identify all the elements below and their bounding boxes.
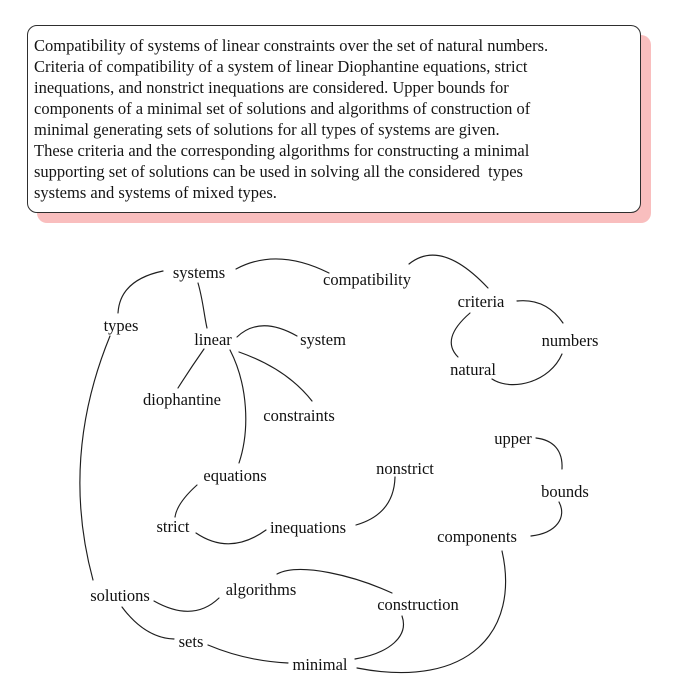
abstract-box <box>27 25 641 213</box>
node-components: components <box>437 527 517 546</box>
node-bounds: bounds <box>541 482 589 501</box>
node-inequations: inequations <box>269 518 347 537</box>
node-system: system <box>300 330 346 349</box>
edge-solutions-algorithms <box>154 598 219 611</box>
node-strict: strict <box>156 517 190 536</box>
edge-linear-diophantine <box>178 349 204 388</box>
edge-criteria-numbers <box>517 301 563 323</box>
abstract-line: inequations, and nonstrict inequations are considered. Upper bounds for <box>34 78 509 97</box>
node-systems: systems <box>172 263 226 282</box>
node-constraints: constraints <box>263 406 335 425</box>
abstract-line: Compatibility of systems of linear constraints over the set of natural numbers. <box>34 36 549 55</box>
edge-systems-compatibility <box>236 259 329 273</box>
edge-criteria-natural <box>451 313 470 357</box>
node-natural: natural <box>450 360 496 379</box>
edge-compatibility-criteria <box>409 255 488 288</box>
abstract-line: These criteria and the corresponding algorithms for constructing a minimal <box>34 141 530 160</box>
edge-solutions-sets <box>122 607 174 639</box>
abstract-line: systems and systems of mixed types. <box>34 183 277 202</box>
edge-construction-minimal <box>355 616 403 659</box>
node-nonstrict: nonstrict <box>376 459 434 478</box>
node-solutions: solutions <box>90 586 150 605</box>
node-numbers: numbers <box>541 331 599 350</box>
abstract-line: Criteria of compatibility of a system of linear Diophantine equations, strict <box>34 57 528 76</box>
node-linear: linear <box>194 330 232 349</box>
node-compatibility: compatibility <box>323 270 411 289</box>
node-upper: upper <box>494 429 532 448</box>
edge-bounds-components <box>531 502 562 536</box>
abstract-line: minimal generating sets of solutions for all types of systems are given. <box>34 120 500 139</box>
edge-linear-constraints <box>239 352 312 401</box>
node-sets: sets <box>178 632 204 651</box>
edge-equations-strict <box>175 485 197 517</box>
abstract-text <box>28 26 640 203</box>
node-types: types <box>103 316 139 335</box>
node-diophantine: diophantine <box>143 390 221 409</box>
edge-sets-minimal <box>208 645 288 663</box>
edge-linear-equations <box>230 350 246 463</box>
edge-nonstrict-inequations <box>356 477 395 525</box>
edge-upper-bounds <box>536 438 562 469</box>
node-minimal: minimal <box>292 655 348 674</box>
edge-natural-numbers <box>492 354 562 385</box>
node-equations: equations <box>203 466 267 485</box>
node-algorithms: algorithms <box>225 580 297 599</box>
abstract-line: components of a minimal set of solutions and algorithms of construction of <box>34 99 531 118</box>
abstract-line: supporting set of solutions can be used in solving all the considered types <box>34 162 523 181</box>
edge-strict-inequations <box>196 530 266 544</box>
node-construction: construction <box>377 595 459 614</box>
node-criteria: criteria <box>457 292 505 311</box>
edge-types-solutions <box>80 336 110 580</box>
edge-systems-linear <box>198 283 207 328</box>
edge-linear-system <box>237 326 297 337</box>
edge-types-systems <box>118 271 163 313</box>
